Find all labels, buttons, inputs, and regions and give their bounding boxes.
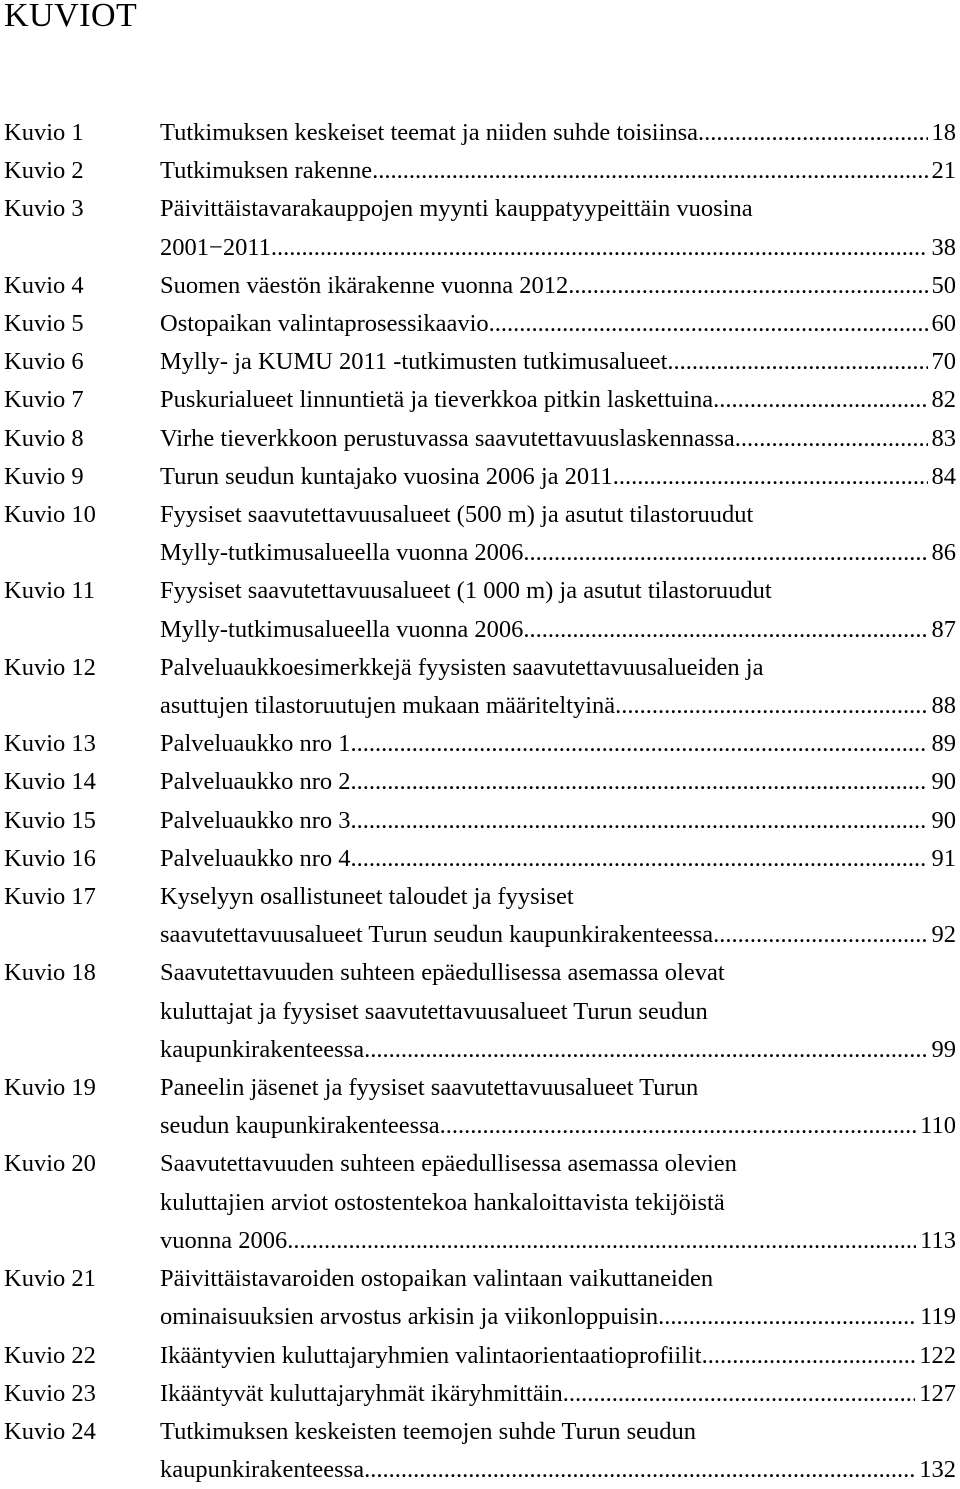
page-number[interactable]: 83 [931,424,956,452]
dot-leader [364,1451,915,1489]
page-number[interactable]: 18 [931,119,956,146]
dot-leader [615,687,927,725]
figure-caption [160,725,956,763]
figure-label: Kuvio 13 [4,730,96,758]
figure-label: Kuvio 6 [4,348,84,376]
figure-caption-line: Tutkimuksen keskeisten teemojen suhde Turun seudun [160,1417,697,1445]
dot-leader [568,267,927,305]
figure-label: Kuvio 23 [4,1379,96,1407]
page-number[interactable]: 91 [931,844,956,872]
figure-entry[interactable] [0,1337,960,1375]
dot-leader [351,802,928,840]
figure-caption-line: 2001−2011 [160,233,271,261]
figure-caption-line: Puskurialueet linnuntietä ja tieverkkoa pitkin laskettuina [160,386,714,414]
figure-caption [160,649,956,725]
figure-caption [160,267,956,305]
dot-leader [523,534,927,572]
figure-caption-line: Palveluaukko nro 1 [160,730,351,758]
page-number[interactable]: 113 [920,1226,956,1254]
dot-leader [713,916,927,954]
figure-caption-line: Ikääntyvien kuluttajaryhmien valintaorientaatioprofiilit [160,1341,702,1369]
dot-leader [489,305,928,343]
figure-caption-line: Paneelin jäsenet ja fyysiset saavutettavuusalueet Turun [160,1074,699,1102]
figure-label: Kuvio 15 [4,806,96,834]
page-number[interactable]: 60 [931,310,956,338]
figure-list [0,114,960,1489]
figure-caption-line: Mylly- ja KUMU 2011 -tutkimusten tutkimusalueet [160,348,668,376]
figure-caption-line: Suomen väestön ikärakenne vuonna 2012 [160,271,569,299]
page-number[interactable]: 84 [931,462,956,490]
figure-label: Kuvio 7 [4,386,84,414]
figure-caption [160,840,956,878]
figure-caption [160,1375,956,1413]
page-number[interactable]: 70 [931,348,956,376]
figure-label: Kuvio 1 [4,119,84,146]
figure-caption [160,954,956,1069]
figure-entry[interactable] [0,267,960,305]
figure-caption [160,1413,956,1489]
figure-caption-line: Ikääntyvät kuluttajaryhmät ikäryhmittäin [160,1379,563,1407]
figure-entry[interactable] [0,1069,960,1145]
page-number[interactable]: 122 [919,1341,956,1369]
dot-leader [271,229,928,267]
figure-entry[interactable] [0,954,960,1069]
figure-caption-line: kuluttajien arviot ostostentekoa hankaloittavista tekijöistä [160,1188,725,1216]
figure-label: Kuvio 21 [4,1265,96,1293]
figure-entry[interactable] [0,496,960,572]
dot-leader [664,1298,916,1336]
page-number[interactable]: 90 [931,806,956,834]
figure-caption [160,496,956,572]
dot-leader [351,763,928,801]
page-number[interactable]: 87 [931,615,956,643]
dot-leader [440,1107,917,1145]
figure-label: Kuvio 3 [4,195,84,223]
dot-leader [735,420,928,458]
figure-caption-line: Tutkimuksen keskeiset teemat ja niiden suhde toisiinsa [160,119,699,146]
dot-leader [287,1222,916,1260]
figure-caption-line: Turun seudun kuntajako vuosina 2006 ja 2011 [160,462,613,490]
figure-entry[interactable] [0,572,960,648]
dot-leader [698,114,927,152]
figure-caption-line: asuttujen tilastoruutujen mukaan määriteltyinä [160,692,616,720]
figure-caption [160,420,956,458]
figure-label: Kuvio 2 [4,157,84,185]
dot-leader [372,152,927,190]
page-number[interactable]: 86 [931,539,956,567]
page-number[interactable]: 50 [931,271,956,299]
page-title: KUVIOT [4,0,138,34]
figure-caption-line: Palveluaukko nro 2 [160,768,351,796]
figure-entry[interactable] [0,1375,960,1413]
figure-entry[interactable] [0,1145,960,1260]
page-number[interactable]: 99 [931,1035,956,1063]
figure-caption-line: Palveluaukko nro 3 [160,806,351,834]
figure-label: Kuvio 16 [4,844,96,872]
figure-label: Kuvio 17 [4,883,96,911]
figure-label: Kuvio 4 [4,271,84,299]
figure-label: Kuvio 14 [4,768,96,796]
figure-entry[interactable] [0,190,960,266]
figure-caption [160,305,956,343]
figure-entry[interactable] [0,381,960,419]
figure-caption [160,1069,956,1145]
figure-caption [160,763,956,801]
figure-label: Kuvio 10 [4,501,96,529]
figure-caption [160,802,956,840]
figure-caption [160,152,956,190]
dot-leader [613,458,928,496]
page-number[interactable]: 38 [931,233,956,261]
figure-caption [160,458,956,496]
dot-leader [351,725,928,763]
figure-label: Kuvio 9 [4,462,84,490]
page-number[interactable]: 88 [931,692,956,720]
page-number[interactable]: 89 [931,730,956,758]
figure-caption [160,878,956,954]
figure-caption-line: ominaisuuksien arvostus arkisin ja viikonloppuisin. [160,1303,665,1331]
figure-caption [160,343,956,381]
figure-caption-line: kuluttajat ja fyysiset saavutettavuusalueet Turun seudun [160,997,708,1025]
figure-caption-line: Mylly-tutkimusalueella vuonna 2006 [160,539,524,567]
figure-entry[interactable] [0,458,960,496]
dot-leader [702,1337,916,1375]
figure-caption-line: Virhe tieverkkoon perustuvassa saavutettavuuslaskennassa [160,424,735,452]
figure-caption-line: Tutkimuksen rakenne [160,157,373,185]
figure-caption-line: Mylly-tutkimusalueella vuonna 2006 [160,615,524,643]
figure-entry[interactable] [0,802,960,840]
figure-entry[interactable] [0,1413,960,1489]
figure-caption [160,1145,956,1260]
figure-caption [160,190,956,266]
figure-caption-line: Ostopaikan valintaprosessikaavio [160,310,489,338]
dot-leader [523,611,927,649]
figure-entry[interactable] [0,305,960,343]
figure-caption-line: Fyysiset saavutettavuusalueet (500 m) ja asutut tilastoruudut [160,501,754,529]
page-number[interactable]: 82 [931,386,956,414]
figure-caption [160,1260,956,1336]
page-number[interactable]: 92 [931,921,956,949]
figure-label: Kuvio 22 [4,1341,96,1369]
figure-caption [160,1337,956,1375]
figure-caption [160,572,956,648]
figure-caption [160,114,956,152]
figure-entry[interactable] [0,1260,960,1336]
figure-entry[interactable] [0,725,960,763]
figure-caption-line: Päivittäistavaroiden ostopaikan valintaan vaikuttaneiden [160,1265,714,1293]
figure-entry[interactable] [0,114,960,152]
figure-entry[interactable] [0,152,960,190]
figure-caption-line: Saavutettavuuden suhteen epäedullisessa asemassa olevat [160,959,725,987]
figure-caption-line: Kyselyyn osallistuneet taloudet ja fyysiset [160,883,574,911]
figure-caption-line: Palveluaukkoesimerkkejä fyysisten saavutettavuusalueiden ja [160,653,764,681]
dot-leader [351,840,928,878]
figure-label: Kuvio 11 [4,577,95,605]
figure-label: Kuvio 12 [4,653,96,681]
figure-caption [160,381,956,419]
figure-entry[interactable] [0,343,960,381]
figure-label: Kuvio 5 [4,310,84,338]
figure-caption-line: Päivittäistavarakauppojen myynti kauppatyypeittäin vuosina [160,195,753,223]
figure-label: Kuvio 24 [4,1417,96,1445]
page-number[interactable]: 132 [919,1456,956,1484]
figure-caption-line: vuonna 2006 [160,1226,288,1254]
page-number[interactable]: 119 [920,1303,956,1331]
figure-entry[interactable] [0,763,960,801]
figure-caption-line: kaupunkirakenteessa [160,1456,365,1484]
figure-entry[interactable] [0,840,960,878]
page-number[interactable]: 127 [919,1379,956,1407]
dot-leader [713,381,927,419]
page-number[interactable]: 21 [931,157,956,185]
figure-label: Kuvio 20 [4,1150,96,1178]
figure-entry[interactable] [0,420,960,458]
page-number[interactable]: 90 [931,768,956,796]
dot-leader [667,343,927,381]
figure-caption-line: seudun kaupunkirakenteessa [160,1112,440,1140]
figure-caption-line: Palveluaukko nro 4 [160,844,351,872]
figure-entry[interactable] [0,649,960,725]
figure-label: Kuvio 8 [4,424,84,452]
dot-leader [563,1375,915,1413]
figure-label: Kuvio 19 [4,1074,96,1102]
figure-caption-line: saavutettavuusalueet Turun seudun kaupunkirakenteessa [160,921,714,949]
dot-leader [364,1031,927,1069]
figure-caption-line: Fyysiset saavutettavuusalueet (1 000 m) ja asutut tilastoruudut [160,577,772,605]
page-number[interactable]: 110 [920,1112,956,1140]
figure-entry[interactable] [0,878,960,954]
figure-caption-line: Saavutettavuuden suhteen epäedullisessa asemassa olevien [160,1150,737,1178]
figure-label: Kuvio 18 [4,959,96,987]
figure-caption-line: kaupunkirakenteessa [160,1035,365,1063]
